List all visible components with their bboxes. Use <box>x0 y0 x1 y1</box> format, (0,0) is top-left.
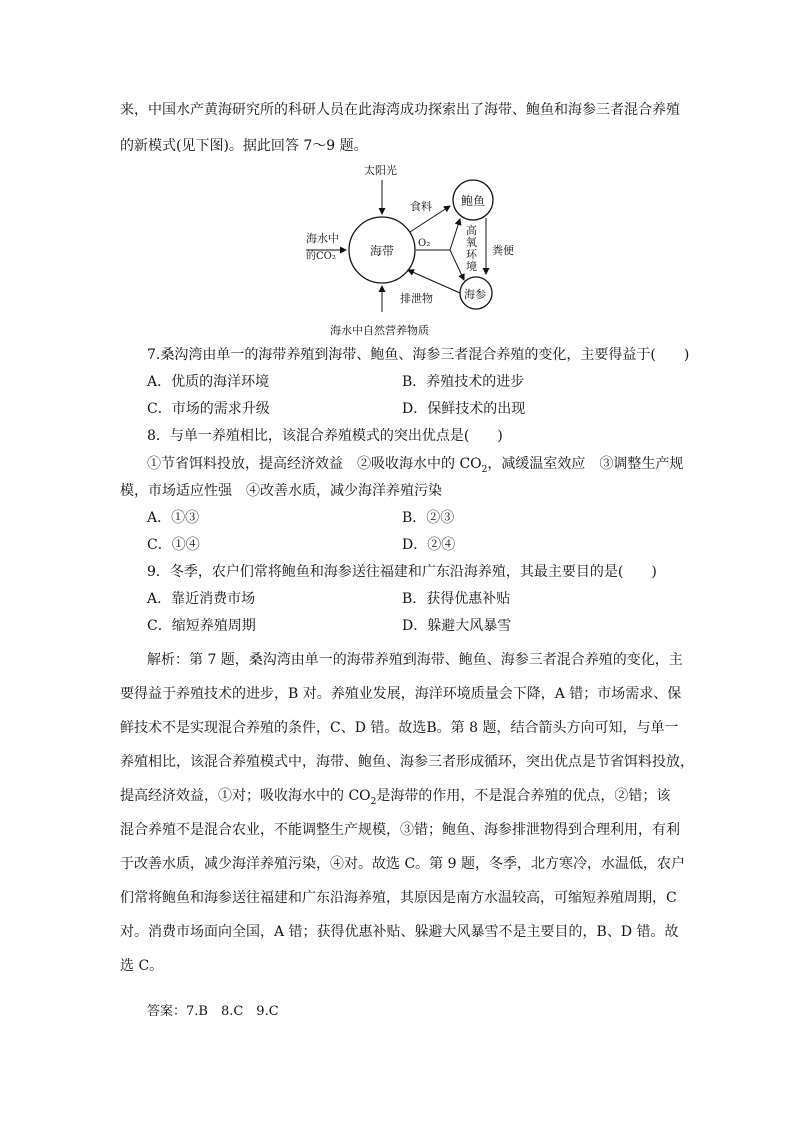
q8-option-b: B．②③ <box>402 510 455 526</box>
q9-option-d: D．躲避大风暴雪 <box>402 618 512 634</box>
co2-label-1: 海水中 <box>306 232 339 245</box>
analysis-line-10: 选 C。 <box>120 958 164 974</box>
q8-option-d: D．②④ <box>402 537 456 553</box>
q7-stem: 7.桑沟湾由单一的海带养殖到海带、鲍鱼、海参三者混合养殖的变化，主要得益于( ) <box>147 347 690 363</box>
sea-cucumber-label: 海参 <box>464 288 486 301</box>
q8-choices-line-1: ①节省饵料投放，提高经济效益 ②吸收海水中的 $CO_2$，减缓温室效应 ③调整生产规 <box>147 456 684 475</box>
analysis-line-7: 于改善水质，减少海洋养殖污染，④对。故选 C。第 9 题，冬季，北方寒冷，水温低，农户 <box>120 856 685 872</box>
feces-label: 粪便 <box>492 244 514 257</box>
high-o2-env-1: 高 <box>466 224 477 237</box>
analysis-line-2: 要得益于养殖技术的进步，B 对。养殖业发展，海洋环境质量会下降，A 错；市场需求、保 <box>120 686 682 702</box>
feed-label: 食料 <box>410 200 432 213</box>
excreta-arrow <box>408 270 460 293</box>
abalone-label: 鲍鱼 <box>461 194 486 208</box>
q8-option-c: C．①④ <box>147 537 200 553</box>
q9-option-c: C．缩短养殖周期 <box>147 618 256 634</box>
analysis-line-1: 解析：第 7 题，桑沟湾由单一的海带养殖到海带、鲍鱼、海参三者混合养殖的变化，主 <box>147 652 683 668</box>
analysis-line-4: 养殖相比，该混合养殖模式中，海带、鲍鱼、海参三者形成循环，突出优点是节省饵料投放， <box>120 754 694 770</box>
sunlight-label: 太阳光 <box>364 164 397 177</box>
q7-option-c: C．市场的需求升级 <box>147 401 270 417</box>
q9-option-b: B．获得优惠补贴 <box>402 591 511 607</box>
intro-line-2: 的新模式(见下图)。据此回答 7～9 题。 <box>120 138 368 154</box>
kelp-label: 海带 <box>370 244 395 258</box>
q8-option-a: A．①③ <box>147 510 200 526</box>
analysis-line-9: 对。消费市场面向全国，A 错；获得优惠补贴、躲避大风暴雪不是主要目的，B、D 错。故 <box>120 924 679 940</box>
o2-label: O₂ <box>418 238 431 249</box>
analysis-line-5: 提高经济效益，①对；吸收海水中的 $CO_2$是海带的作用，不是混合养殖的优点，②错；该 <box>120 788 671 807</box>
q7-option-a: A．优质的海洋环境 <box>147 374 270 390</box>
analysis-line-3: 鲜技术不是实现混合养殖的条件，C、D 错。故选B。第 8 题，结合箭头方向可知，与单一 <box>120 720 679 736</box>
high-o2-env-3: 环 <box>466 248 477 261</box>
high-o2-env-2: 氧 <box>466 236 477 249</box>
analysis-line-6: 混合养殖不是混合农业，不能调整生产规模，③错；鲍鱼、海参排泄物得到合理利用，有利 <box>120 822 680 838</box>
q7-option-b: B．养殖技术的进步 <box>402 374 525 390</box>
answer-line: 答案：7.B 8.C 9.C <box>147 1004 279 1019</box>
q7-option-d: D．保鲜技术的出现 <box>402 401 526 417</box>
analysis-line-8: 们常将鲍鱼和海参送往福建和广东沿海养殖，其原因是南方水温较高，可缩短养殖周期，C <box>120 890 677 906</box>
intro-line-1: 来，中国水产黄海研究所的科研人员在此海湾成功探索出了海带、鲍鱼和海参三者混合养殖 <box>120 102 680 118</box>
high-o2-env-4: 境 <box>466 260 477 273</box>
q8-stem: 8．与单一养殖相比，该混合养殖模式的突出优点是( ) <box>147 428 503 444</box>
q9-option-a: A．靠近消费市场 <box>147 591 256 607</box>
nutrients-label: 海水中自然营养物质 <box>330 324 429 337</box>
excreta-label: 排泄物 <box>400 292 433 305</box>
mixed-farming-diagram <box>300 162 540 342</box>
q8-choices-line-2: 模，市场适应性强 ④改善水质，减少海洋养殖污染 <box>120 483 442 499</box>
q9-stem: 9．冬季，农户们常将鲍鱼和海参送往福建和广东沿海养殖，其最主要目的是( ) <box>147 564 657 580</box>
co2-label-2: 的CO₂ <box>306 251 336 262</box>
